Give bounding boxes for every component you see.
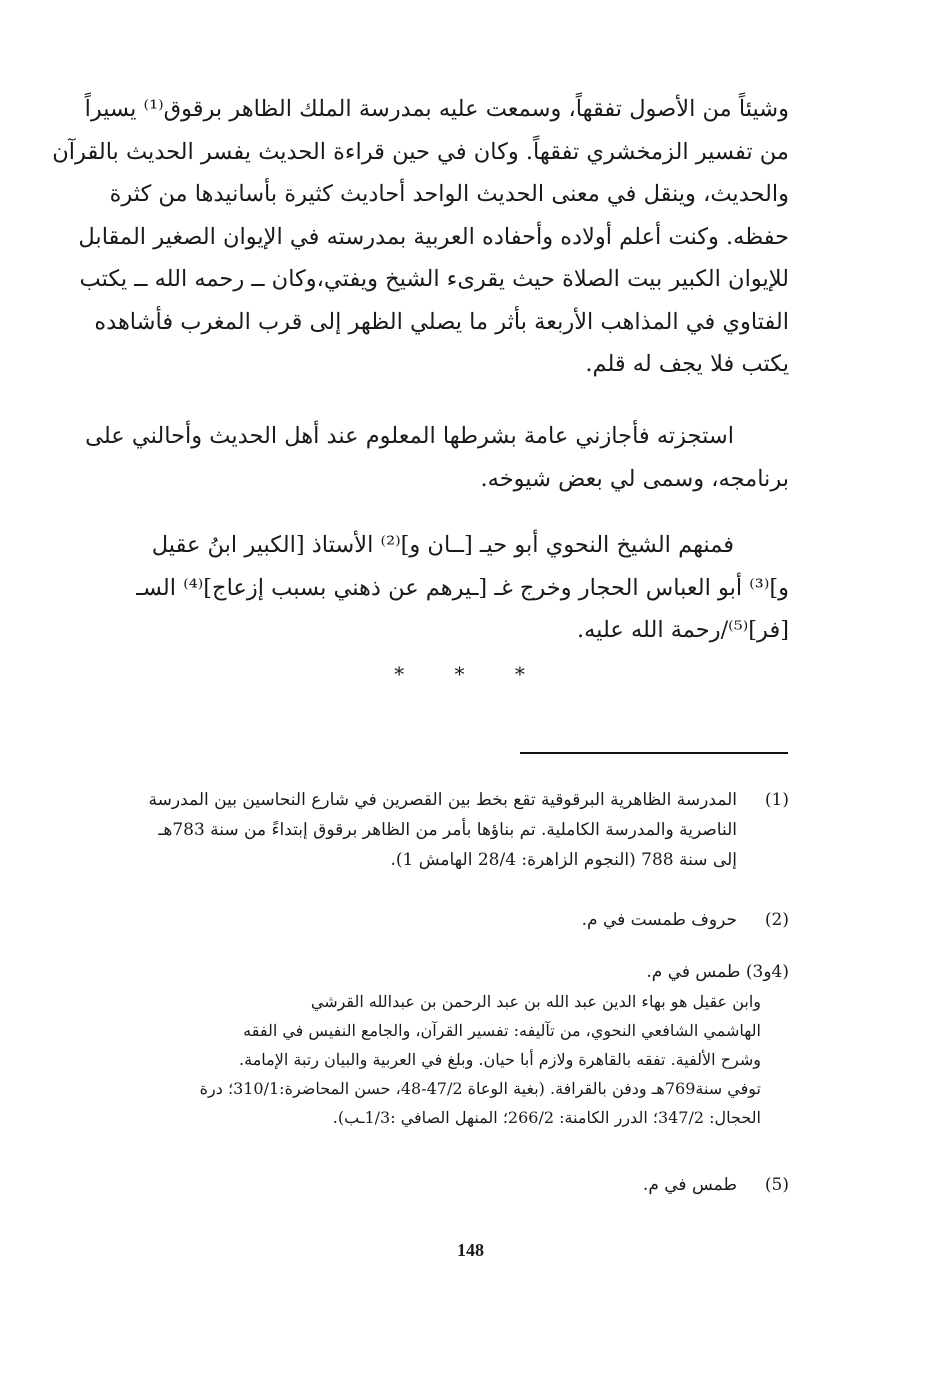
text-line: والحديث، وينقل في معنى الحديث الواحد أحاديث كثيرة بأسانيدها من كثرة [109, 181, 789, 207]
section-separator: * * * [394, 662, 547, 686]
footnote-line: طمس في م. [642, 1175, 737, 1195]
footnote-number: (5) [764, 1175, 789, 1195]
footnote-line: الناصرية والمدرسة الكاملية. تم بناؤها بأمر من الظاهر برقوق إبتداءً من سنة 783هـ [158, 820, 737, 840]
footnote-line: وابن عقيل هو بهاء الدين عبد الله بن عبد الرحمن بن عبدالله القرشي [310, 992, 761, 1011]
text-line: يكتب فلا يجف له قلم. [585, 351, 789, 377]
text-line: برنامجه، وسمى لي بعض شيوخه. [480, 465, 789, 492]
footnote-line: حروف طمست في م. [581, 910, 737, 930]
footnote-line: إلى سنة 788 (النجوم الزاهرة: 28/4 الهامش 1). [390, 850, 737, 870]
footnote-line: توفي سنة769هـ ودفن بالقرافة. (بغية الوعاة 47/2-48، حسن المحاضرة:310/1؛ درة [199, 1079, 761, 1098]
footnote-divider [520, 752, 788, 754]
paragraph-2 [85, 415, 789, 500]
footnote-2 [95, 905, 789, 935]
paragraph-1 [52, 88, 789, 386]
paragraph-3 [95, 524, 789, 652]
text-line: حفظه. وكنت أعلم أولاده وأحفاده العربية بمدرسته في الإيوان الصغير المقابل [78, 223, 789, 250]
footnote-3-4 [95, 957, 789, 1132]
footnote-line: المدرسة الظاهرية البرقوقية تقع بخط بين القصرين في شارع النحاسين بين المدرسة [148, 790, 737, 810]
footnote-line: وشرح الألفية. تفقه بالقاهرة ولازم أبا حيان. وبلغ في العربية والبيان رتبة الإمامة. [239, 1050, 761, 1069]
text-line: [فر]⁽⁵⁾/رحمة الله عليه. [576, 617, 789, 643]
text-line: الفتاوي في المذاهب الأربعة بأثر ما يصلي الظهر إلى قرب المغرب فأشاهده [94, 308, 789, 335]
text-line: استجزته فأجازني عامة بشرطها المعلوم عند أهل الحديث وأحالني على [85, 423, 734, 449]
footnote-number: (2) [764, 910, 789, 930]
footnote-line: الهاشمي الشافعي النحوي، من تآليفه: تفسير القرآن، والجامع النفيس في الفقه [243, 1021, 761, 1040]
footnote-heading: (4و3) طمس في م. [646, 962, 789, 982]
footnote-number: (1) [764, 790, 789, 810]
page-number: 148 [457, 1240, 484, 1260]
text-line: فمنهم الشيخ النحوي أبو حيـ [ــان و]⁽²⁾ الأستاذ [الكبير ابنُ عقيل [151, 532, 734, 558]
footnote-1 [95, 785, 789, 875]
footnote-line: الحجال: 347/2؛ الدرر الكامنة: 266/2؛ المنهل الصافي :1/3ـب). [332, 1108, 761, 1127]
text-line: وشيئاً من الأصول تفقهاً، وسمعت عليه بمدرسة الملك الظاهر برقوق⁽¹⁾ يسيراً [84, 96, 789, 122]
footnote-5 [95, 1170, 789, 1200]
text-line: من تفسير الزمخشري تفقهاً. وكان في حين قراءة الحديث يفسر الحديث بالقرآن [52, 138, 789, 165]
text-line: و]⁽³⁾ أبو العباس الحجار وخرج غـ [ـيرهم عن ذهني بسبب إزعاج]⁽⁴⁾ السـ [136, 574, 789, 601]
text-line: للإيوان الكبير بيت الصلاة حيث يقرىء الشيخ ويفتي،وكان ــ رحمه الله ــ يكتب [79, 266, 789, 292]
